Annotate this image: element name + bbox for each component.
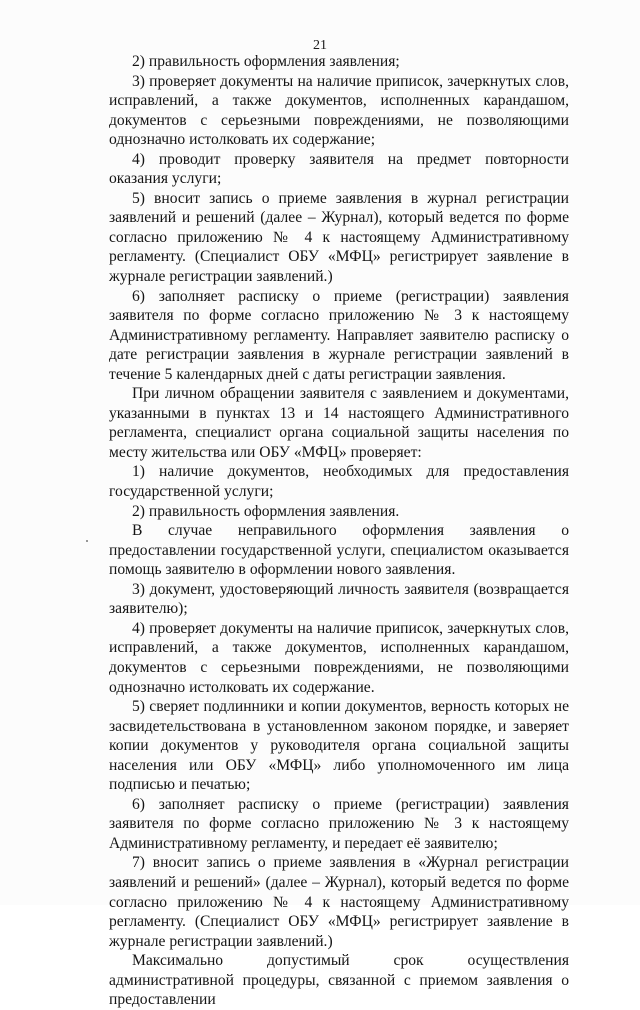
paragraph-item-1-documents: 1) наличие документов, необходимых для предоставления государственной услуги; (109, 463, 569, 501)
paragraph-item-6-receipt-second: 6) заполняет расписку о приеме (регистрации) заявления заявителя по форме согласно приложению № 3 к настоящему Административному регламенту, и передает её заявителю; (109, 795, 569, 852)
paragraph-item-3-check-documents: 3) проверяет документы на наличие приписок, зачеркнутых слов, исправлений, а также документов, исполненных карандашом, документов с серьезными повреждениями, не позволяющими однозначно истолковать их содержание; (109, 72, 569, 149)
paragraph-item-4-repeat-check: 4) проводит проверку заявителя на предмет повторности оказания услуги; (109, 150, 569, 188)
scan-speck (86, 540, 88, 542)
paragraph-item-5-verify-copies: 5) сверяет подлинники и копии документов, верность которых не засвидетельствована в установленном законом порядке, и заверяет копии документов у руководителя органа социальной защиты населения или ОБУ «МФЦ» либо уполномоченного им лица подписью и печатью; (109, 698, 569, 794)
paragraph-item-2-formatting-second: 2) правильность оформления заявления. (132, 502, 400, 520)
paragraph-item-2-formatting: 2) правильность оформления заявления; (132, 53, 400, 70)
paragraph-item-5-journal-entry: 5) вносит запись о приеме заявления в журнал регистрации заявлений и решений (далее – Журнал), который ведется по форме согласно приложению № 4 к настоящему Административному регламенту. (Специалист ОБУ «МФЦ» регистрирует заявление в журнале регистрации заявлений.) (109, 189, 569, 286)
paragraph-item-4-check-documents: 4) проверяет документы на наличие приписок, зачеркнутых слов, исправлений, а также документов, исполненных карандашом, документов с серьезными повреждениями, не позволяющими однозначно истолковать их содержание. (109, 619, 569, 696)
page-number: 21 (313, 38, 327, 53)
paragraph-item-6-receipt: 6) заполняет расписку о приеме (регистрации) заявления заявителя по форме согласно приложению № 3 к настоящему Административному регламенту. Направляет заявителю расписку о дате регистрации заявления в журнале регистрации заявлений в течение 5 календарных дней с даты регистрации заявления. (109, 287, 569, 383)
document-body (109, 52, 569, 1010)
paragraph-item-7-journal-entry: 7) вносит запись о приеме заявления в «Журнал регистрации заявлений и решений» (далее – Журнал), который ведется по форме согласно приложению № 4 к настоящему Административному регламенту. (Специалист ОБУ «МФЦ» регистрирует заявление в журнале регистрации заявлений.) (109, 854, 569, 950)
paragraph-personal-visit: При личном обращении заявителя с заявлением и документами, указанными в пунктах 13 и 14 настоящего Административного регламента, специалист органа социальной защиты населения по месту жительства или ОБУ «МФЦ» проверяет: (109, 385, 569, 461)
paragraph-max-duration: Максимально допустимый срок осуществления административной процедуры, связанной с приемом заявления о предоставлении (109, 952, 569, 1009)
paragraph-item-3-identity-document: 3) документ, удостоверяющий личность заявителя (возвращается заявителю); (109, 580, 569, 618)
paragraph-incorrect-application: В случае неправильного оформления заявления о предоставлении государственной услуги, специалистом оказывается помощь заявителю в оформлении нового заявления. (109, 522, 569, 579)
